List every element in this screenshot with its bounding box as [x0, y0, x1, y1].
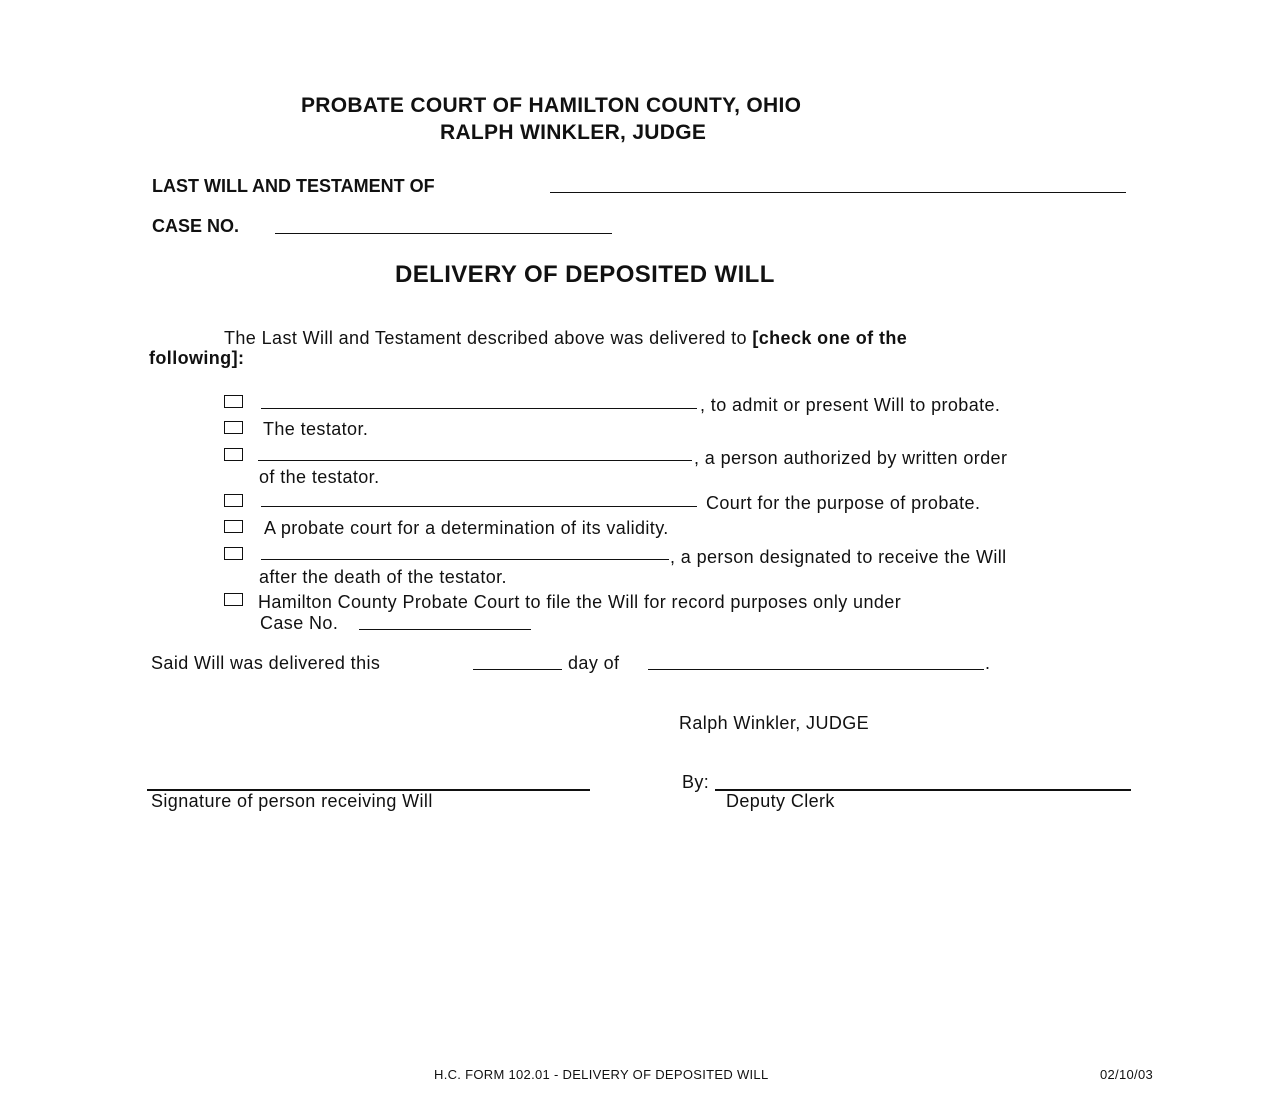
option-validity-label: A probate court for a determination of its validity. — [264, 518, 669, 538]
intro-plain: The Last Will and Testament described above was delivered to — [224, 328, 753, 348]
option-validity-checkbox[interactable] — [224, 520, 243, 533]
delivery-day-of-label: day of — [568, 653, 620, 673]
form-title: DELIVERY OF DEPOSITED WILL — [395, 261, 775, 288]
option-court-checkbox[interactable] — [224, 494, 243, 507]
option-admit-probate-checkbox[interactable] — [224, 395, 243, 408]
delivery-period: . — [985, 653, 991, 673]
case-number-field[interactable] — [275, 233, 612, 234]
intro-instruction: [check one of the — [752, 328, 908, 348]
option-authorized-person-checkbox[interactable] — [224, 448, 243, 461]
footer-date: 02/10/03 — [1100, 1067, 1154, 1082]
testament-name-field[interactable] — [550, 192, 1126, 193]
option-record-case-label: Case No. — [260, 613, 339, 633]
delivery-prefix: Said Will was delivered this — [151, 653, 381, 673]
option-record-case-number-field[interactable] — [359, 629, 531, 630]
option-court-name-field[interactable] — [261, 506, 697, 507]
footer-form-id: H.C. FORM 102.01 - DELIVERY OF DEPOSITED WILL — [434, 1067, 769, 1082]
delivery-day-field[interactable] — [473, 669, 562, 670]
judge-signature-name: Ralph Winkler, JUDGE — [679, 713, 870, 733]
delivery-month-year-field[interactable] — [648, 669, 984, 670]
intro-text — [224, 328, 907, 349]
option-record-purposes-label: Hamilton County Probate Court to file the Will for record purposes only under — [258, 592, 902, 612]
by-label: By: — [682, 772, 710, 792]
court-name: PROBATE COURT OF HAMILTON COUNTY, OHIO — [301, 94, 802, 117]
case-number-label: CASE NO. — [152, 216, 240, 236]
judge-name: RALPH WINKLER, JUDGE — [440, 121, 707, 144]
option-admit-probate-label: , to admit or present Will to probate. — [700, 395, 1001, 415]
option-designated-person-name-field[interactable] — [261, 559, 669, 560]
option-designated-person-label: , a person designated to receive the Will — [670, 547, 1007, 567]
option-authorized-person-label-cont: of the testator. — [259, 467, 380, 487]
option-court-label: Court for the purpose of probate. — [706, 493, 981, 513]
option-record-purposes-checkbox[interactable] — [224, 593, 243, 606]
option-designated-person-label-cont: after the death of the testator. — [259, 567, 507, 587]
option-testator-label: The testator. — [263, 419, 369, 439]
option-authorized-person-name-field[interactable] — [258, 460, 692, 461]
deputy-clerk-label: Deputy Clerk — [726, 791, 835, 811]
option-admit-probate-name-field[interactable] — [261, 408, 697, 409]
option-testator-checkbox[interactable] — [224, 421, 243, 434]
option-designated-person-checkbox[interactable] — [224, 547, 243, 560]
receiver-signature-label: Signature of person receiving Will — [151, 791, 433, 811]
intro-instruction-cont: following]: — [149, 348, 245, 368]
testament-label: LAST WILL AND TESTAMENT OF — [152, 176, 435, 196]
option-authorized-person-label: , a person authorized by written order — [694, 448, 1008, 468]
